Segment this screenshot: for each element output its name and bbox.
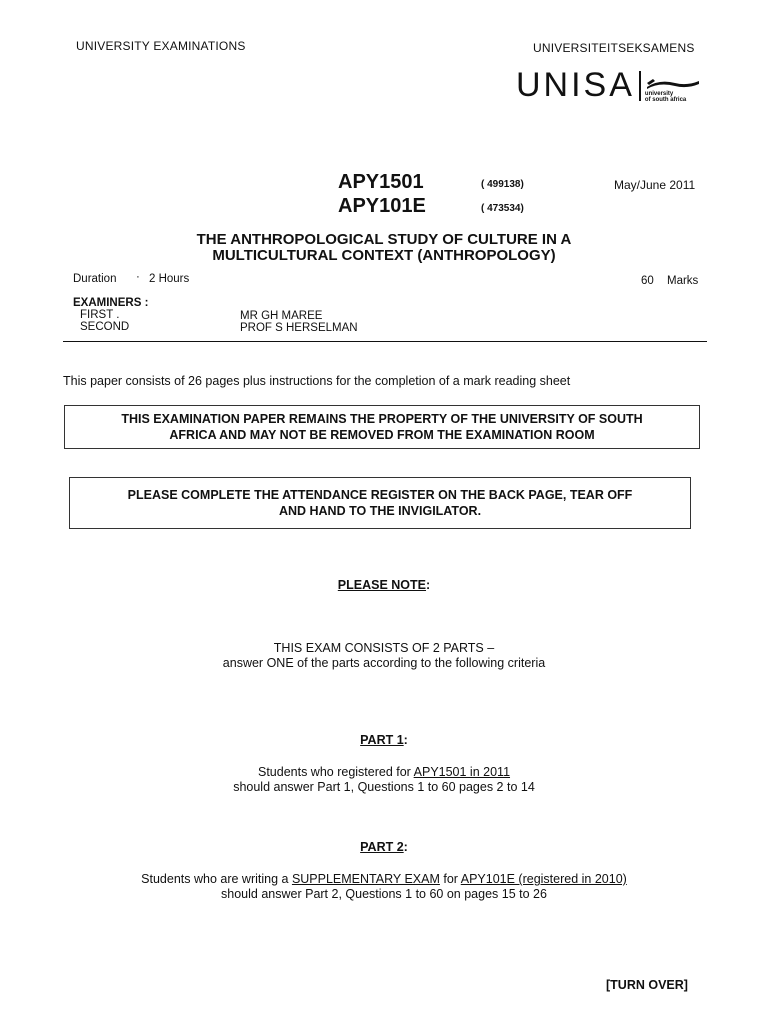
paper-number-2: ( 473534) <box>481 203 524 214</box>
part-2-line-1-text-a: Students who are writing a <box>141 872 292 886</box>
exam-title-line-1: THE ANTHROPOLOGICAL STUDY OF CULTURE IN A <box>196 231 572 248</box>
paper-number-1: ( 499138) <box>481 179 524 190</box>
part-2-course-registration: APY101E (registered in 2010) <box>460 872 627 886</box>
property-notice-line-2: AFRICA AND MAY NOT BE REMOVED FROM THE EXAMINATION ROOM <box>169 428 595 442</box>
part-1-line-2: should answer Part 1, Questions 1 to 60 pages 2 to 14 <box>233 780 535 794</box>
turn-over-footer: [TURN OVER] <box>606 978 688 992</box>
exam-date: May/June 2011 <box>614 178 696 192</box>
parts-intro-line-1: THIS EXAM CONSISTS OF 2 PARTS – <box>273 641 495 655</box>
header-divider <box>63 341 707 342</box>
part-2-line-2: should answer Part 2, Questions 1 to 60 on pages 15 to 26 <box>221 887 547 901</box>
part-1-colon: : <box>403 733 408 747</box>
logo-tagline-2: of south africa <box>644 96 687 103</box>
header-left: UNIVERSITY EXAMINATIONS <box>76 39 246 53</box>
course-code-1: APY1501 <box>338 171 424 193</box>
second-examiner-label: SECOND <box>80 321 130 333</box>
logo-emblem <box>645 77 701 103</box>
marks-label: Marks <box>667 275 699 287</box>
second-examiner-name: PROF S HERSELMAN <box>240 322 358 334</box>
part-2-colon: : <box>403 840 408 854</box>
header-right: UNIVERSITEITSEKSAMENS <box>533 41 695 55</box>
please-note-colon: : <box>426 578 431 592</box>
property-notice-line-1: THIS EXAMINATION PAPER REMAINS THE PROPERTY OF THE UNIVERSITY OF SOUTH <box>121 412 643 426</box>
part-2-supplementary-exam: SUPPLEMENTARY EXAM <box>291 872 440 886</box>
duration-bullet-icon: · <box>136 271 140 283</box>
logo-swoosh-icon <box>645 77 701 91</box>
logo-tagline-1: university <box>644 90 674 97</box>
exam-title-line-2: MULTICULTURAL CONTEXT (ANTHROPOLOGY) <box>212 247 556 264</box>
logo-wordmark: UNISA <box>516 66 635 104</box>
please-note-label: PLEASE NOTE <box>337 578 427 592</box>
part-2-heading <box>0 839 768 855</box>
first-examiner-label: FIRST . <box>80 309 120 321</box>
part-2-label: PART 2 <box>360 840 404 854</box>
attendance-register-line-2: AND HAND TO THE INVIGILATOR. <box>278 504 482 518</box>
unisa-logo <box>516 66 701 105</box>
please-note-heading <box>0 577 768 593</box>
marks-value: 60 <box>641 275 654 287</box>
part-1-line-1 <box>0 764 768 780</box>
part-1-course-registration: APY1501 in 2011 <box>413 765 511 779</box>
examiners-heading: EXAMINERS : <box>73 297 149 309</box>
part-1-label: PART 1 <box>360 733 404 747</box>
duration-value: 2 Hours <box>149 273 190 285</box>
part-1-line-1-text: Students who registered for <box>257 765 414 779</box>
property-notice-box <box>64 405 700 449</box>
attendance-register-box <box>69 477 691 529</box>
part-2-line-1-text-c: for <box>439 872 461 886</box>
part-2-line-1 <box>0 871 768 887</box>
course-code-2: APY101E <box>338 195 426 217</box>
parts-intro-line-2: answer ONE of the parts according to the following criteria <box>222 656 546 670</box>
first-examiner-name: MR GH MAREE <box>240 310 323 322</box>
duration-label: Duration <box>73 273 117 285</box>
attendance-register-line-1: PLEASE COMPLETE THE ATTENDANCE REGISTER ON THE BACK PAGE, TEAR OFF <box>127 488 633 502</box>
logo-divider <box>639 71 641 101</box>
part-1-heading <box>0 732 768 748</box>
pages-note: This paper consists of 26 pages plus instructions for the completion of a mark reading sheet <box>63 374 571 388</box>
